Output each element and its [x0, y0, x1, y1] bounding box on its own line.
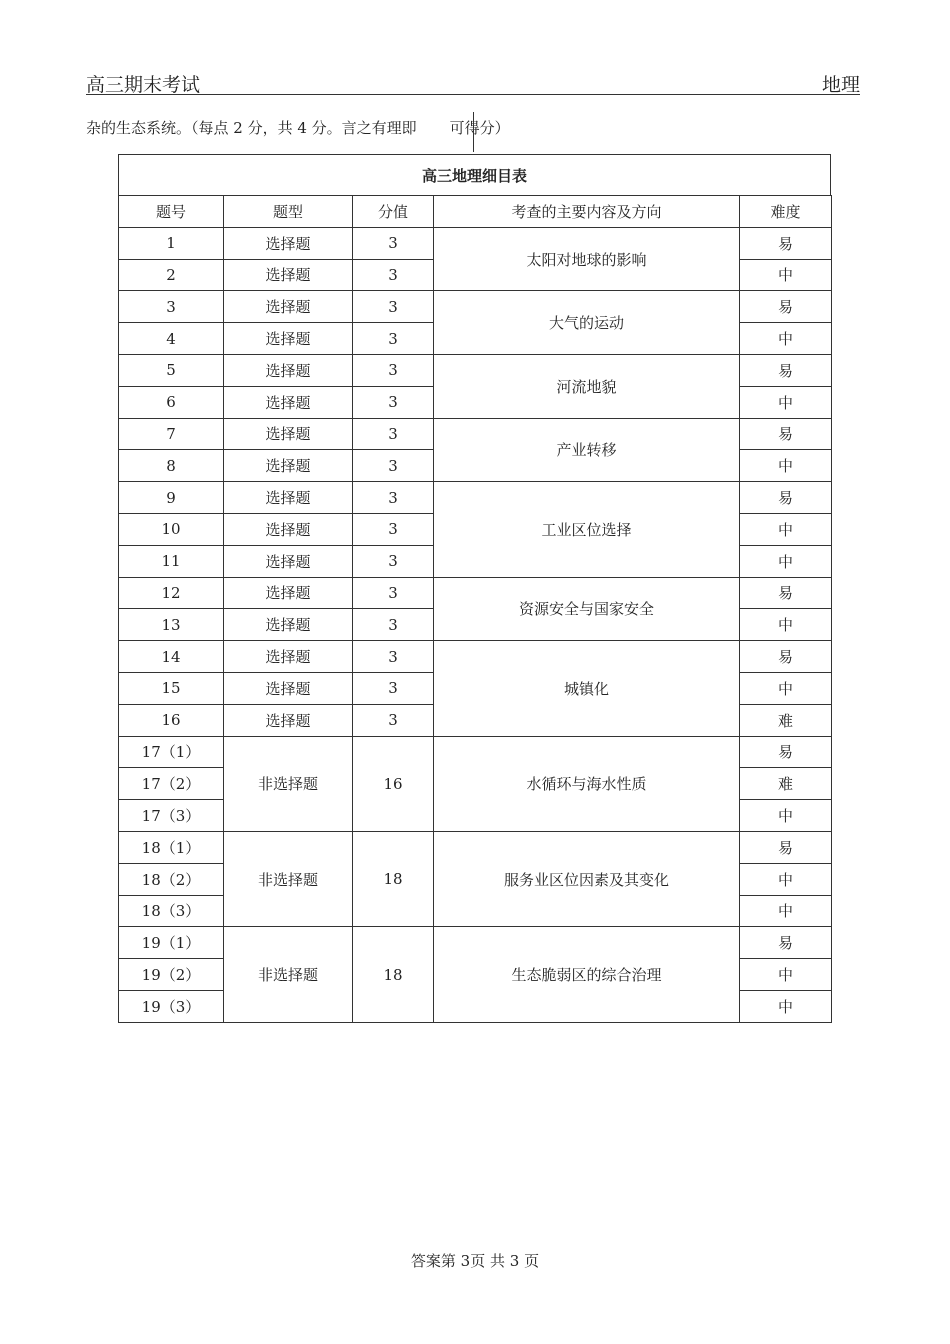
- question-number: 4: [119, 323, 224, 355]
- intro-text: 杂的生态系统。（每点 2 分，共 4 分。言之有理即: [86, 119, 417, 137]
- table-row: [119, 831, 832, 863]
- difficulty: 中: [740, 450, 832, 482]
- header-cell: 分值: [353, 196, 434, 228]
- question-number: 13: [119, 609, 224, 641]
- difficulty: 易: [740, 927, 832, 959]
- difficulty: 中: [740, 959, 832, 991]
- difficulty: 易: [740, 736, 832, 768]
- question-number: 2: [119, 259, 224, 291]
- header-rule: [86, 94, 860, 95]
- table-row: [119, 227, 832, 259]
- table-row: [119, 641, 832, 673]
- question-number: 1: [119, 227, 224, 259]
- content-topic: 水循环与海水性质: [434, 736, 740, 831]
- content-topic: 产业转移: [434, 418, 740, 482]
- question-number: 8: [119, 450, 224, 482]
- question-number: 11: [119, 545, 224, 577]
- difficulty: 中: [740, 386, 832, 418]
- question-type: 选择题: [224, 227, 353, 259]
- difficulty: 中: [740, 800, 832, 832]
- difficulty: 易: [740, 227, 832, 259]
- question-type: 选择题: [224, 418, 353, 450]
- difficulty: 易: [740, 831, 832, 863]
- score: 3: [353, 291, 434, 323]
- content-topic: 服务业区位因素及其变化: [434, 831, 740, 926]
- content-topic: 工业区位选择: [434, 482, 740, 577]
- table-row: [119, 418, 832, 450]
- content-topic: 生态脆弱区的综合治理: [434, 927, 740, 1022]
- score: 3: [353, 418, 434, 450]
- question-number: 14: [119, 641, 224, 673]
- question-number: 19（3）: [119, 990, 224, 1022]
- score: 3: [353, 354, 434, 386]
- exam-title: 高三期末考试: [86, 74, 201, 96]
- score: 3: [353, 323, 434, 355]
- content-topic: 大气的运动: [434, 291, 740, 355]
- difficulty: 中: [740, 323, 832, 355]
- score: 3: [353, 641, 434, 673]
- question-number: 5: [119, 354, 224, 386]
- question-type: 非选择题: [224, 736, 353, 831]
- question-type: 非选择题: [224, 831, 353, 926]
- difficulty: 中: [740, 895, 832, 927]
- table-row: [119, 927, 832, 959]
- question-number: 19（2）: [119, 959, 224, 991]
- question-number: 17（2）: [119, 768, 224, 800]
- content-topic: 城镇化: [434, 641, 740, 736]
- header-cell: 难度: [740, 196, 832, 228]
- difficulty: 中: [740, 259, 832, 291]
- score: 3: [353, 450, 434, 482]
- question-type: 选择题: [224, 545, 353, 577]
- score: 3: [353, 386, 434, 418]
- difficulty: 易: [740, 577, 832, 609]
- difficulty: 易: [740, 354, 832, 386]
- question-number: 19（1）: [119, 927, 224, 959]
- difficulty: 易: [740, 418, 832, 450]
- score: 3: [353, 513, 434, 545]
- table-row: [119, 354, 832, 386]
- score: 3: [353, 259, 434, 291]
- difficulty: 易: [740, 641, 832, 673]
- difficulty: 中: [740, 545, 832, 577]
- score: 3: [353, 672, 434, 704]
- question-number: 15: [119, 672, 224, 704]
- question-number: 3: [119, 291, 224, 323]
- score: 3: [353, 704, 434, 736]
- difficulty: 中: [740, 513, 832, 545]
- question-number: 9: [119, 482, 224, 514]
- question-type: 非选择题: [224, 927, 353, 1022]
- header-cell: 题号: [119, 196, 224, 228]
- difficulty: 中: [740, 990, 832, 1022]
- header-cell: 题型: [224, 196, 353, 228]
- content-topic: 河流地貌: [434, 354, 740, 418]
- difficulty: 易: [740, 482, 832, 514]
- question-type: 选择题: [224, 672, 353, 704]
- difficulty: 中: [740, 672, 832, 704]
- question-type: 选择题: [224, 323, 353, 355]
- difficulty: 易: [740, 291, 832, 323]
- page-footer: 答案第 3页 共 3 页: [410, 1252, 540, 1270]
- question-number: 18（1）: [119, 831, 224, 863]
- score: 16: [353, 736, 434, 831]
- question-number: 18（2）: [119, 863, 224, 895]
- table-row: [119, 291, 832, 323]
- detail-table: [118, 195, 832, 1023]
- table-row: [119, 736, 832, 768]
- score: 3: [353, 577, 434, 609]
- question-number: 18（3）: [119, 895, 224, 927]
- table-title: 高三地理细目表: [118, 154, 831, 195]
- question-number: 12: [119, 577, 224, 609]
- score: 3: [353, 227, 434, 259]
- difficulty: 中: [740, 609, 832, 641]
- question-type: 选择题: [224, 354, 353, 386]
- score: 18: [353, 831, 434, 926]
- question-number: 6: [119, 386, 224, 418]
- question-number: 17（1）: [119, 736, 224, 768]
- question-number: 17（3）: [119, 800, 224, 832]
- table-row: [119, 482, 832, 514]
- score: 18: [353, 927, 434, 1022]
- difficulty: 难: [740, 768, 832, 800]
- table-row: [119, 577, 832, 609]
- question-type: 选择题: [224, 291, 353, 323]
- difficulty: 难: [740, 704, 832, 736]
- question-type: 选择题: [224, 641, 353, 673]
- question-type: 选择题: [224, 259, 353, 291]
- question-type: 选择题: [224, 513, 353, 545]
- question-type: 选择题: [224, 704, 353, 736]
- table-header-row: [119, 196, 832, 228]
- difficulty: 中: [740, 863, 832, 895]
- question-number: 7: [119, 418, 224, 450]
- content-topic: 资源安全与国家安全: [434, 577, 740, 641]
- question-type: 选择题: [224, 482, 353, 514]
- score: 3: [353, 609, 434, 641]
- score: 3: [353, 545, 434, 577]
- question-type: 选择题: [224, 450, 353, 482]
- subject-label: 地理: [821, 74, 860, 96]
- header-cell: 考查的主要内容及方向: [434, 196, 740, 228]
- score: 3: [353, 482, 434, 514]
- question-type: 选择题: [224, 577, 353, 609]
- intro-line: [86, 117, 510, 138]
- text-cursor-bar: [473, 112, 474, 152]
- question-number: 10: [119, 513, 224, 545]
- question-type: 选择题: [224, 386, 353, 418]
- question-type: 选择题: [224, 609, 353, 641]
- intro-text-after: 可得分）: [449, 119, 510, 137]
- content-topic: 太阳对地球的影响: [434, 227, 740, 291]
- question-number: 16: [119, 704, 224, 736]
